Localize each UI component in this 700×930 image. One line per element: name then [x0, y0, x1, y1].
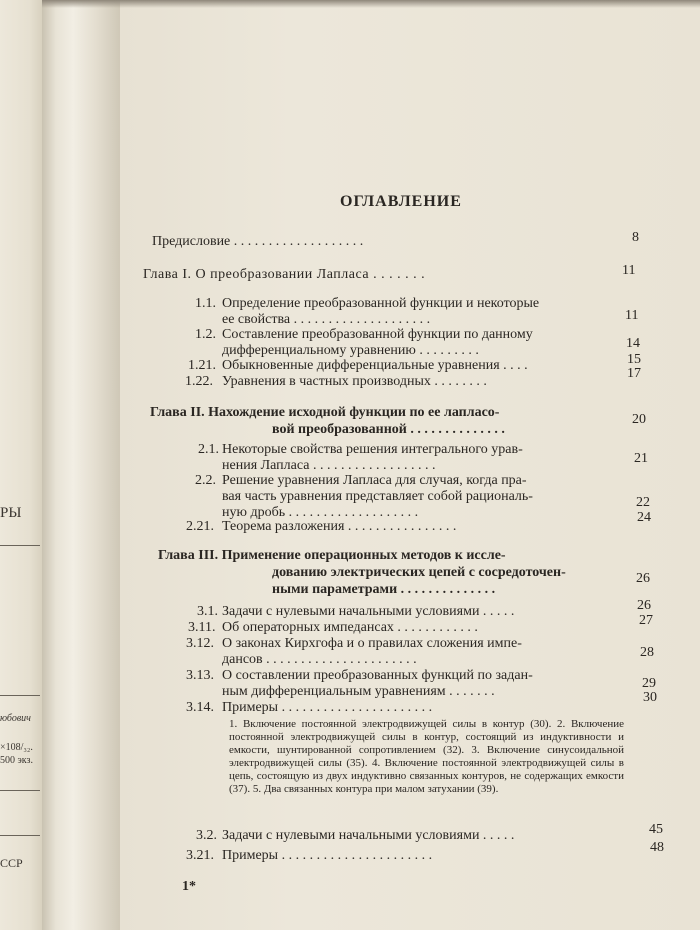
toc-item-text: ную дробь . . . . . . . . . . . . . . . . . . .	[222, 505, 419, 520]
toc-page-number: 8	[632, 230, 639, 245]
toc-chapter-heading: ными параметрами . . . . . . . . . . . . . .	[272, 582, 496, 597]
toc-item-number: 3.21.	[186, 848, 214, 863]
toc-page-number: 45	[649, 822, 663, 837]
book-gutter	[42, 0, 120, 930]
toc-page-number: 28	[640, 645, 654, 660]
left-page-fragment: 500 экз.	[0, 755, 33, 766]
toc-page-number: 26	[636, 571, 650, 586]
toc-item-number: 2.1.	[198, 442, 219, 457]
toc-chapter-heading: дованию электрических цепей с сосредоточен-	[272, 565, 566, 580]
toc-item-text: О законах Кирхгофа и о правилах сложения импе-	[222, 636, 522, 651]
toc-page-number: 17	[627, 366, 641, 381]
toc-item-number: 3.14.	[186, 700, 214, 715]
left-page-fragment: РЫ	[0, 505, 22, 521]
toc-item-text: вая часть уравнения представляет собой рациональ-	[222, 489, 533, 504]
left-page-rule	[0, 545, 40, 546]
toc-page-number: 48	[650, 840, 664, 855]
toc-page-number: 30	[643, 690, 657, 705]
toc-chapter-heading: Глава III. Применение операционных методов к иссле-	[158, 548, 506, 563]
signature-mark: 1*	[182, 879, 196, 894]
toc-item-text: Составление преобразованной функции по данному	[222, 327, 533, 342]
left-facing-page	[0, 0, 42, 930]
toc-item-text: Теорема разложения . . . . . . . . . . . . . . . .	[222, 519, 457, 534]
toc-page-number: 22	[636, 495, 650, 510]
toc-item-text: Обыкновенные дифференциальные уравнения . . . .	[222, 358, 528, 373]
toc-item-text: О составлении преобразованных функций по задан-	[222, 668, 533, 683]
toc-item-text: Некоторые свойства решения интегрального урав-	[222, 442, 523, 457]
toc-page-number: 15	[627, 352, 641, 367]
toc-item-number: 1.21.	[188, 358, 216, 373]
toc-examples-note: 1. Включение постоянной электродвижущей силы в контур (30). 2. Включение постоянной электродвижущей силы в контур, состоящий из индуктивности и емкости, шунтированной сопротивлением (32). 3. Включение синусоидальной электродвижущей силы (35). 4. Включение постоянной электродвижущей силы в цепь, состоящую из двух индуктивно связанных контуров, не содержащих емкости (37). 5. Два связанных контура при малом затухании (39).	[229, 718, 624, 795]
toc-item-number: 3.12.	[186, 636, 214, 651]
left-page-rule	[0, 790, 40, 791]
left-page-rule	[0, 695, 40, 696]
toc-chapter-heading: Глава I. О преобразовании Лапласа . . . . . . .	[143, 267, 426, 282]
toc-item-number: 3.2.	[196, 828, 217, 843]
toc-page-number: 29	[642, 676, 656, 691]
toc-title: ОГЛАВЛЕНИЕ	[340, 193, 462, 210]
left-page-fragment: ×108/₃₂.	[0, 742, 33, 753]
left-page-fragment: юбович	[0, 713, 31, 724]
left-page-rule	[0, 835, 40, 836]
toc-item-number: 1.1.	[195, 296, 216, 311]
toc-item-number: 3.1.	[197, 604, 218, 619]
toc-chapter-heading: вой преобразованной . . . . . . . . . . . . . .	[272, 422, 505, 437]
toc-item-number: 2.2.	[195, 473, 216, 488]
toc-item-text: Задачи с нулевыми начальными условиями . . . . .	[222, 828, 515, 843]
toc-item-number: 1.22.	[185, 374, 213, 389]
toc-item-text: Примеры . . . . . . . . . . . . . . . . . . . . . .	[222, 848, 433, 863]
toc-item-number: 3.11.	[188, 620, 216, 635]
toc-item-text: Задачи с нулевыми начальными условиями . . . . .	[222, 604, 515, 619]
toc-item-text: нения Лапласа . . . . . . . . . . . . . . . . . .	[222, 458, 436, 473]
toc-page-number: 11	[625, 308, 639, 323]
toc-item-number: 2.21.	[186, 519, 214, 534]
toc-preface: Предисловие . . . . . . . . . . . . . . . . . . .	[152, 234, 364, 249]
toc-page-number: 27	[639, 613, 653, 628]
toc-page-number: 14	[626, 336, 640, 351]
toc-item-text: ным дифференциальным уравнениям . . . . . . .	[222, 684, 495, 699]
toc-page-number: 24	[637, 510, 651, 525]
toc-item-number: 1.2.	[195, 327, 216, 342]
toc-page-number: 26	[637, 598, 651, 613]
toc-page-number: 11	[622, 263, 636, 278]
toc-item-text: Определение преобразованной функции и некоторые	[222, 296, 540, 311]
toc-item-text: Об операторных импедансах . . . . . . . . . . . .	[222, 620, 478, 635]
toc-page-number: 21	[634, 451, 648, 466]
toc-item-text: ее свойства . . . . . . . . . . . . . . . . . . . .	[222, 312, 431, 327]
top-shadow	[42, 0, 700, 8]
toc-page-number: 20	[632, 412, 646, 427]
left-page-fragment: ССР	[0, 856, 23, 870]
toc-item-text: дифференциальному уравнению . . . . . . . . .	[222, 343, 479, 358]
toc-chapter-heading: Глава II. Нахождение исходной функции по ее лапласо-	[150, 405, 500, 420]
toc-item-number: 3.13.	[186, 668, 214, 683]
toc-item-text: Примеры . . . . . . . . . . . . . . . . . . . . . .	[222, 700, 433, 715]
toc-item-text: Уравнения в частных производных . . . . . . . .	[222, 374, 487, 389]
toc-item-text: Решение уравнения Лапласа для случая, когда пра-	[222, 473, 527, 488]
toc-item-text: дансов . . . . . . . . . . . . . . . . . . . . . .	[222, 652, 417, 667]
